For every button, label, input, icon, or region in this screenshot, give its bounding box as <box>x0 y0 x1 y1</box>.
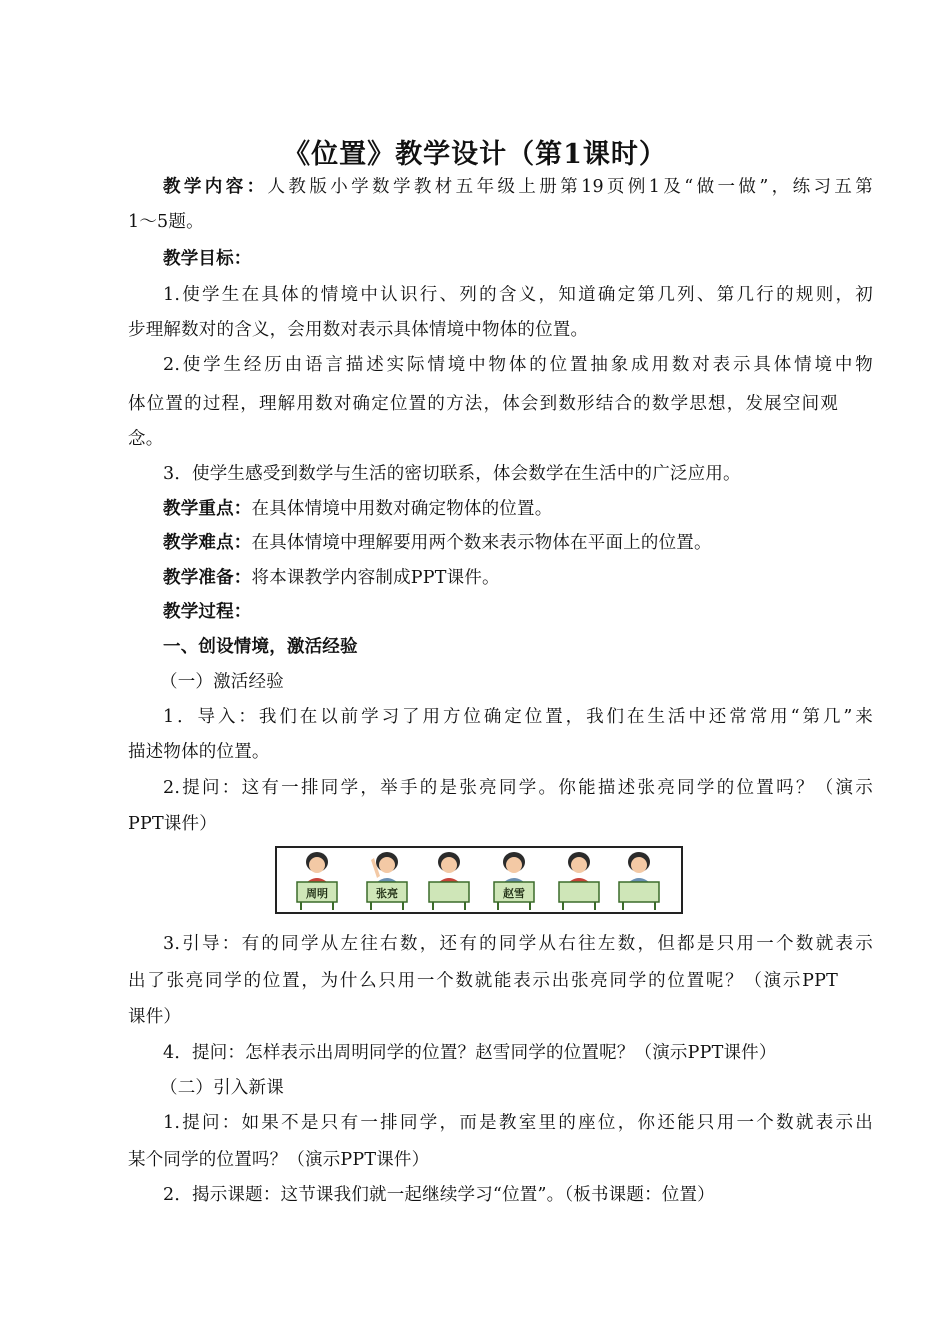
preparation-label: 教学准备： <box>163 568 252 588</box>
document-title: 《位置》教学设计（第1课时） <box>283 139 667 170</box>
s2-item1-line1: 1.提问：如果不是只有一排同学，而是教室里的座位，你还能只用一个数就表示出 <box>163 1113 873 1133</box>
key-point-line <box>163 497 873 521</box>
student-figure <box>494 852 534 910</box>
preparation-text: 将本课教学内容制成PPT课件。 <box>251 568 500 588</box>
desk-name-label: 张亮 <box>376 887 398 900</box>
difficulty-text: 在具体情境中理解要用两个数来表示物体在平面上的位置。 <box>251 533 712 553</box>
objective-2-line2: 体位置的过程，理解用数对确定位置的方法，体会到数形结合的数学思想，发展空间观 <box>128 394 838 414</box>
s1-item1-line2: 描述物体的位置。 <box>128 742 270 762</box>
subsection-1-heading: （一）激活经验 <box>160 672 284 692</box>
objective-2-line3: 念。 <box>128 429 164 449</box>
student-figure <box>559 852 599 910</box>
content-paragraph-line1 <box>163 175 873 199</box>
objective-2-line1: 2.使学生经历由语言描述实际情境中物体的位置抽象成用数对表示具体情境中物 <box>163 355 873 375</box>
key-point-label: 教学重点： <box>163 499 252 519</box>
section1-heading: 一、创设情境，激活经验 <box>163 637 358 657</box>
process-label: 教学过程： <box>163 602 252 622</box>
objective-3: 3．使学生感受到数学与生活的密切联系，体会数学在生活中的广泛应用。 <box>163 464 741 484</box>
preparation-line <box>163 566 873 590</box>
students-row-figure <box>275 846 683 914</box>
student-figure <box>297 852 337 910</box>
s2-item2: 2．揭示课题：这节课我们就一起继续学习“位置”。（板书课题：位置） <box>163 1185 715 1205</box>
difficulty-label: 教学难点： <box>163 533 252 553</box>
desk-name-label: 赵雪 <box>503 887 525 900</box>
content-text: 人教版小学数学教材五年级上册第19页例1及“做一做”，练习五第 <box>267 177 873 197</box>
objective-1-line2: 步理解数对的含义，会用数对表示具体情境中物体的位置。 <box>128 320 589 340</box>
objectives-label: 教学目标： <box>163 249 252 269</box>
s1-item4: 4．提问：怎样表示出周明同学的位置？赵雪同学的位置呢？（演示PPT课件） <box>163 1043 777 1063</box>
s1-item2-line2: PPT课件） <box>128 814 217 834</box>
content-label: 教学内容： <box>163 177 268 197</box>
s1-item3-line1: 3.引导：有的同学从左往右数，还有的同学从右往左数，但都是只用一个数就表示 <box>163 934 873 954</box>
s2-item1-line2: 某个同学的位置吗？（演示PPT课件） <box>128 1150 430 1170</box>
desk-name-label: 周明 <box>306 887 328 900</box>
s1-item2-line1: 2.提问：这有一排同学，举手的是张亮同学。你能描述张亮同学的位置吗？（演示 <box>163 778 873 798</box>
student-figure <box>429 852 469 910</box>
s1-item3-line2: 出了张亮同学的位置，为什么只用一个数就能表示出张亮同学的位置呢？（演示PPT <box>128 971 838 991</box>
student-figure <box>619 852 659 910</box>
subsection-2-heading: （二）引入新课 <box>160 1078 284 1098</box>
key-point-text: 在具体情境中用数对确定物体的位置。 <box>251 499 553 519</box>
content-paragraph-line2: 1～5题。 <box>128 212 204 232</box>
students-row-illustration <box>277 848 681 912</box>
difficulty-line <box>163 531 873 555</box>
s1-item1-line1: 1．导入：我们在以前学习了用方位确定位置，我们在生活中还常常用“第几”来 <box>163 707 873 727</box>
student-figure <box>367 852 407 910</box>
s1-item3-line3: 课件） <box>128 1007 182 1027</box>
objective-1-line1: 1.使学生在具体的情境中认识行、列的含义，知道确定第几列、第几行的规则，初 <box>163 285 873 305</box>
